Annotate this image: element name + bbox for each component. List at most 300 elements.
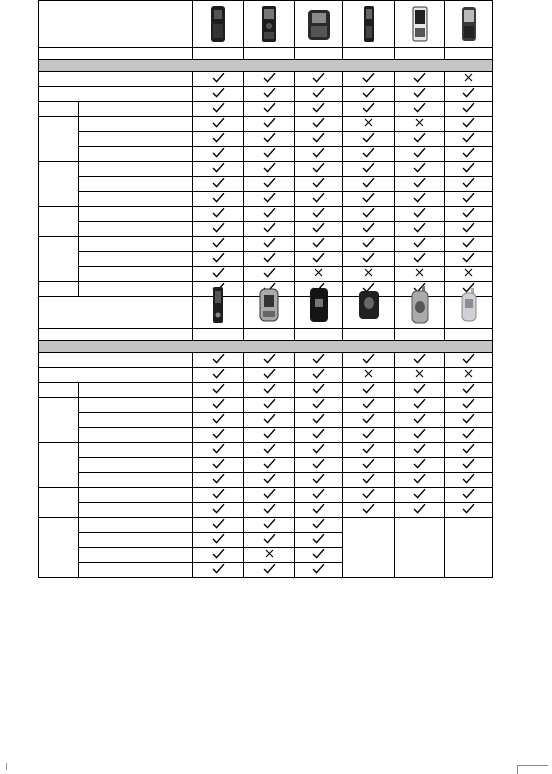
- support-cell: [193, 267, 244, 282]
- slider-phone-screen-icon: [405, 4, 435, 44]
- checkmark-icon: [212, 207, 225, 218]
- checkmark-icon: [263, 518, 276, 529]
- checkmark-icon: [462, 398, 475, 409]
- checkmark-icon: [362, 252, 375, 263]
- checkmark-icon: [362, 458, 375, 469]
- checkmark-icon: [413, 428, 426, 439]
- checkmark-icon: [312, 147, 325, 158]
- support-cell: [395, 473, 445, 488]
- feature-label-cell: [79, 117, 193, 132]
- checkmark-icon: [362, 383, 375, 394]
- support-cell: [395, 413, 445, 428]
- checkmark-icon: [263, 72, 276, 83]
- support-cell: [445, 443, 493, 458]
- support-cell: [343, 383, 395, 398]
- phone-name-cell: [445, 48, 493, 60]
- checkmark-icon: [263, 458, 276, 469]
- phone-image-cell: [343, 282, 395, 329]
- checkmark-icon: [362, 398, 375, 409]
- support-cell: [445, 117, 493, 132]
- header-label-cell: [39, 282, 193, 329]
- cross-icon: [314, 268, 323, 277]
- support-cell: [193, 162, 244, 177]
- checkmark-icon: [212, 237, 225, 248]
- support-cell: [395, 353, 445, 368]
- support-cell: [193, 237, 244, 252]
- feature-row: [39, 177, 493, 192]
- support-cell: [445, 458, 493, 473]
- support-cell: [193, 473, 244, 488]
- checkmark-icon: [362, 222, 375, 233]
- slim-slider-phone-icon: [203, 285, 233, 325]
- support-cell: [295, 533, 343, 548]
- support-cell: [395, 177, 445, 192]
- support-cell: [244, 132, 295, 147]
- support-cell: [395, 368, 445, 383]
- support-cell: [295, 162, 343, 177]
- checkmark-icon: [462, 383, 475, 394]
- checkmark-icon: [462, 503, 475, 514]
- checkmark-icon: [263, 413, 276, 424]
- checkmark-icon: [413, 383, 426, 394]
- empty-support-cell: [445, 518, 493, 578]
- feature-row: [39, 368, 493, 383]
- support-cell: [244, 162, 295, 177]
- checkmark-icon: [362, 72, 375, 83]
- feature-row: [39, 222, 493, 237]
- support-cell: [295, 368, 343, 383]
- support-cell: [395, 117, 445, 132]
- support-cell: [445, 398, 493, 413]
- flip-phone-pink-icon: [454, 285, 484, 325]
- checkmark-icon: [212, 458, 225, 469]
- checkmark-icon: [212, 488, 225, 499]
- cross-icon: [364, 268, 373, 277]
- support-cell: [343, 177, 395, 192]
- support-cell: [244, 87, 295, 102]
- support-cell: [343, 87, 395, 102]
- feature-row: [39, 102, 493, 117]
- support-cell: [343, 413, 395, 428]
- support-cell: [244, 413, 295, 428]
- checkmark-icon: [212, 368, 225, 379]
- support-cell: [395, 132, 445, 147]
- support-cell: [244, 353, 295, 368]
- header-label-cell: [39, 1, 193, 48]
- phone-image-cell: [395, 282, 445, 329]
- support-cell: [395, 207, 445, 222]
- feature-group-cell: [39, 162, 79, 207]
- support-cell: [295, 443, 343, 458]
- checkmark-icon: [312, 398, 325, 409]
- support-cell: [343, 368, 395, 383]
- support-cell: [295, 383, 343, 398]
- phone-header-row: [39, 282, 493, 329]
- support-cell: [193, 368, 244, 383]
- feature-label-cell: [79, 177, 193, 192]
- support-cell: [445, 267, 493, 282]
- support-cell: [395, 398, 445, 413]
- feature-row: [39, 117, 493, 132]
- support-cell: [193, 398, 244, 413]
- checkmark-icon: [413, 192, 426, 203]
- checkmark-icon: [413, 207, 426, 218]
- phone-name-cell: [295, 48, 343, 60]
- section-header-row: [39, 341, 493, 353]
- support-cell: [193, 518, 244, 533]
- support-cell: [445, 132, 493, 147]
- support-cell: [395, 443, 445, 458]
- checkmark-icon: [263, 443, 276, 454]
- support-cell: [395, 222, 445, 237]
- feature-label-cell: [79, 162, 193, 177]
- feature-label-cell: [79, 533, 193, 548]
- feature-row: [39, 162, 493, 177]
- checkmark-icon: [462, 162, 475, 173]
- checkmark-icon: [312, 443, 325, 454]
- checkmark-icon: [263, 383, 276, 394]
- support-cell: [244, 267, 295, 282]
- checkmark-icon: [413, 72, 426, 83]
- checkmark-icon: [312, 353, 325, 364]
- compatibility-table-1: [38, 0, 493, 297]
- checkmark-icon: [212, 132, 225, 143]
- feature-label-cell: [79, 102, 193, 117]
- support-cell: [343, 162, 395, 177]
- support-cell: [244, 368, 295, 383]
- support-cell: [295, 222, 343, 237]
- feature-label-cell: [79, 503, 193, 518]
- checkmark-icon: [212, 428, 225, 439]
- checkmark-icon: [362, 162, 375, 173]
- feature-label-cell: [39, 72, 193, 87]
- checkmark-icon: [263, 102, 276, 113]
- support-cell: [343, 117, 395, 132]
- checkmark-icon: [212, 563, 225, 574]
- feature-row: [39, 413, 493, 428]
- support-cell: [244, 443, 295, 458]
- checkmark-icon: [413, 398, 426, 409]
- support-cell: [244, 518, 295, 533]
- feature-label-cell: [79, 458, 193, 473]
- support-cell: [244, 192, 295, 207]
- support-cell: [295, 177, 343, 192]
- support-cell: [244, 428, 295, 443]
- cross-icon: [464, 73, 473, 82]
- feature-group-cell: [39, 398, 79, 443]
- page-corner-mark: [517, 765, 548, 774]
- cross-icon: [415, 268, 424, 277]
- checkmark-icon: [263, 162, 276, 173]
- checkmark-icon: [312, 563, 325, 574]
- feature-row: [39, 443, 493, 458]
- checkmark-icon: [413, 252, 426, 263]
- checkmark-icon: [212, 162, 225, 173]
- checkmark-icon: [413, 413, 426, 424]
- feature-row: [39, 428, 493, 443]
- checkmark-icon: [263, 533, 276, 544]
- support-cell: [295, 207, 343, 222]
- phone-image-cell: [244, 1, 295, 48]
- checkmark-icon: [212, 252, 225, 263]
- support-cell: [295, 72, 343, 87]
- checkmark-icon: [263, 132, 276, 143]
- flip-phone-dark-icon: [203, 4, 233, 44]
- support-cell: [395, 383, 445, 398]
- clamshell-phone-silver-icon: [254, 285, 284, 325]
- checkmark-icon: [462, 443, 475, 454]
- support-cell: [445, 177, 493, 192]
- support-cell: [445, 222, 493, 237]
- checkmark-icon: [263, 428, 276, 439]
- feature-row: [39, 503, 493, 518]
- support-cell: [244, 222, 295, 237]
- checkmark-icon: [312, 413, 325, 424]
- feature-group-cell: [39, 488, 79, 518]
- checkmark-icon: [212, 398, 225, 409]
- support-cell: [244, 533, 295, 548]
- support-cell: [445, 353, 493, 368]
- phone-name-cell: [395, 329, 445, 341]
- checkmark-icon: [212, 548, 225, 559]
- feature-label-cell: [79, 443, 193, 458]
- support-cell: [395, 192, 445, 207]
- phone-image-cell: [295, 1, 343, 48]
- support-cell: [395, 488, 445, 503]
- feature-label-cell: [79, 192, 193, 207]
- cross-icon: [265, 549, 274, 558]
- checkmark-icon: [212, 353, 225, 364]
- feature-group-cell: [39, 443, 79, 488]
- phone-name-cell: [295, 329, 343, 341]
- checkmark-icon: [263, 473, 276, 484]
- support-cell: [445, 473, 493, 488]
- checkmark-icon: [462, 488, 475, 499]
- support-cell: [343, 132, 395, 147]
- checkmark-icon: [263, 177, 276, 188]
- support-cell: [395, 147, 445, 162]
- slider-phone-dark-icon: [254, 4, 284, 44]
- checkmark-icon: [462, 237, 475, 248]
- page-edge-mark: [6, 763, 7, 770]
- support-cell: [244, 102, 295, 117]
- support-cell: [193, 533, 244, 548]
- phone-name-cell: [343, 329, 395, 341]
- feature-row: [39, 383, 493, 398]
- checkmark-icon: [212, 72, 225, 83]
- phone-image-cell: [193, 1, 244, 48]
- section-header-row: [39, 60, 493, 72]
- phone-name-cell: [395, 48, 445, 60]
- phone-name-row: [39, 329, 493, 341]
- checkmark-icon: [312, 132, 325, 143]
- support-cell: [193, 207, 244, 222]
- support-cell: [395, 162, 445, 177]
- checkmark-icon: [212, 533, 225, 544]
- feature-row: [39, 192, 493, 207]
- checkmark-icon: [413, 353, 426, 364]
- support-cell: [343, 222, 395, 237]
- cross-icon: [364, 369, 373, 378]
- phone-image-cell: [343, 1, 395, 48]
- support-cell: [244, 503, 295, 518]
- support-cell: [395, 428, 445, 443]
- checkmark-icon: [212, 473, 225, 484]
- checkmark-icon: [413, 132, 426, 143]
- support-cell: [445, 72, 493, 87]
- checkmark-icon: [263, 222, 276, 233]
- checkmark-icon: [312, 237, 325, 248]
- checkmark-icon: [413, 488, 426, 499]
- support-cell: [193, 222, 244, 237]
- feature-label-cell: [39, 87, 193, 102]
- support-cell: [244, 473, 295, 488]
- compatibility-table-body: [39, 1, 493, 297]
- support-cell: [244, 252, 295, 267]
- phone-image-cell: [193, 282, 244, 329]
- support-cell: [193, 192, 244, 207]
- empty-support-cell: [395, 518, 445, 578]
- support-cell: [193, 458, 244, 473]
- checkmark-icon: [362, 428, 375, 439]
- support-cell: [445, 192, 493, 207]
- feature-label-cell: [79, 563, 193, 578]
- phone-name-cell: [193, 48, 244, 60]
- support-cell: [295, 237, 343, 252]
- section-header-cell: [39, 60, 493, 72]
- checkmark-icon: [462, 87, 475, 98]
- checkmark-icon: [413, 87, 426, 98]
- feature-row: [39, 72, 493, 87]
- checkmark-icon: [263, 147, 276, 158]
- checkmark-icon: [413, 473, 426, 484]
- feature-row: [39, 252, 493, 267]
- checkmark-icon: [312, 383, 325, 394]
- support-cell: [445, 162, 493, 177]
- support-cell: [193, 353, 244, 368]
- checkmark-icon: [263, 87, 276, 98]
- support-cell: [343, 428, 395, 443]
- support-cell: [244, 563, 295, 578]
- support-cell: [193, 563, 244, 578]
- feature-group-cell: [39, 207, 79, 237]
- checkmark-icon: [462, 413, 475, 424]
- feature-label-cell: [79, 473, 193, 488]
- support-cell: [445, 147, 493, 162]
- checkmark-icon: [312, 162, 325, 173]
- support-cell: [193, 488, 244, 503]
- checkmark-icon: [263, 267, 276, 278]
- support-cell: [445, 102, 493, 117]
- checkmark-icon: [312, 368, 325, 379]
- support-cell: [395, 72, 445, 87]
- feature-label-cell: [79, 488, 193, 503]
- checkmark-icon: [263, 488, 276, 499]
- checkmark-icon: [413, 237, 426, 248]
- support-cell: [343, 267, 395, 282]
- flip-phone-black-icon: [304, 285, 334, 325]
- support-cell: [295, 428, 343, 443]
- checkmark-icon: [312, 252, 325, 263]
- support-cell: [244, 237, 295, 252]
- checkmark-icon: [263, 353, 276, 364]
- support-cell: [343, 488, 395, 503]
- checkmark-icon: [263, 192, 276, 203]
- support-cell: [343, 398, 395, 413]
- cross-icon: [415, 118, 424, 127]
- support-cell: [295, 192, 343, 207]
- checkmark-icon: [462, 252, 475, 263]
- feature-label-cell: [39, 353, 193, 368]
- checkmark-icon: [362, 413, 375, 424]
- support-cell: [343, 237, 395, 252]
- checkmark-icon: [212, 147, 225, 158]
- support-cell: [295, 102, 343, 117]
- support-cell: [244, 398, 295, 413]
- checkmark-icon: [362, 237, 375, 248]
- checkmark-icon: [212, 102, 225, 113]
- support-cell: [193, 428, 244, 443]
- checkmark-icon: [362, 192, 375, 203]
- support-cell: [343, 102, 395, 117]
- checkmark-icon: [212, 503, 225, 514]
- phone-name-row: [39, 48, 493, 60]
- checkmark-icon: [362, 102, 375, 113]
- feature-group-cell: [39, 102, 79, 117]
- support-cell: [244, 72, 295, 87]
- checkmark-icon: [312, 458, 325, 469]
- support-cell: [445, 383, 493, 398]
- checkmark-icon: [263, 252, 276, 263]
- checkmark-icon: [312, 518, 325, 529]
- support-cell: [445, 252, 493, 267]
- support-cell: [193, 147, 244, 162]
- support-cell: [395, 237, 445, 252]
- support-cell: [295, 147, 343, 162]
- support-cell: [244, 147, 295, 162]
- slim-bar-phone-icon: [354, 4, 384, 44]
- support-cell: [295, 458, 343, 473]
- feature-row: [39, 147, 493, 162]
- feature-row: [39, 488, 493, 503]
- checkmark-icon: [263, 207, 276, 218]
- checkmark-icon: [312, 473, 325, 484]
- support-cell: [244, 488, 295, 503]
- support-cell: [193, 252, 244, 267]
- support-cell: [193, 117, 244, 132]
- support-cell: [445, 488, 493, 503]
- checkmark-icon: [413, 177, 426, 188]
- support-cell: [295, 563, 343, 578]
- checkmark-icon: [312, 117, 325, 128]
- support-cell: [244, 548, 295, 563]
- checkmark-icon: [462, 222, 475, 233]
- checkmark-icon: [312, 428, 325, 439]
- checkmark-icon: [263, 237, 276, 248]
- checkmark-icon: [413, 162, 426, 173]
- checkmark-icon: [362, 443, 375, 454]
- feature-row: [39, 207, 493, 222]
- support-cell: [343, 207, 395, 222]
- phone-name-label-cell: [39, 48, 193, 60]
- clamshell-phone-dark-icon: [354, 285, 384, 325]
- support-cell: [295, 488, 343, 503]
- support-cell: [244, 177, 295, 192]
- support-cell: [193, 87, 244, 102]
- support-cell: [343, 252, 395, 267]
- support-cell: [395, 252, 445, 267]
- cross-icon: [464, 268, 473, 277]
